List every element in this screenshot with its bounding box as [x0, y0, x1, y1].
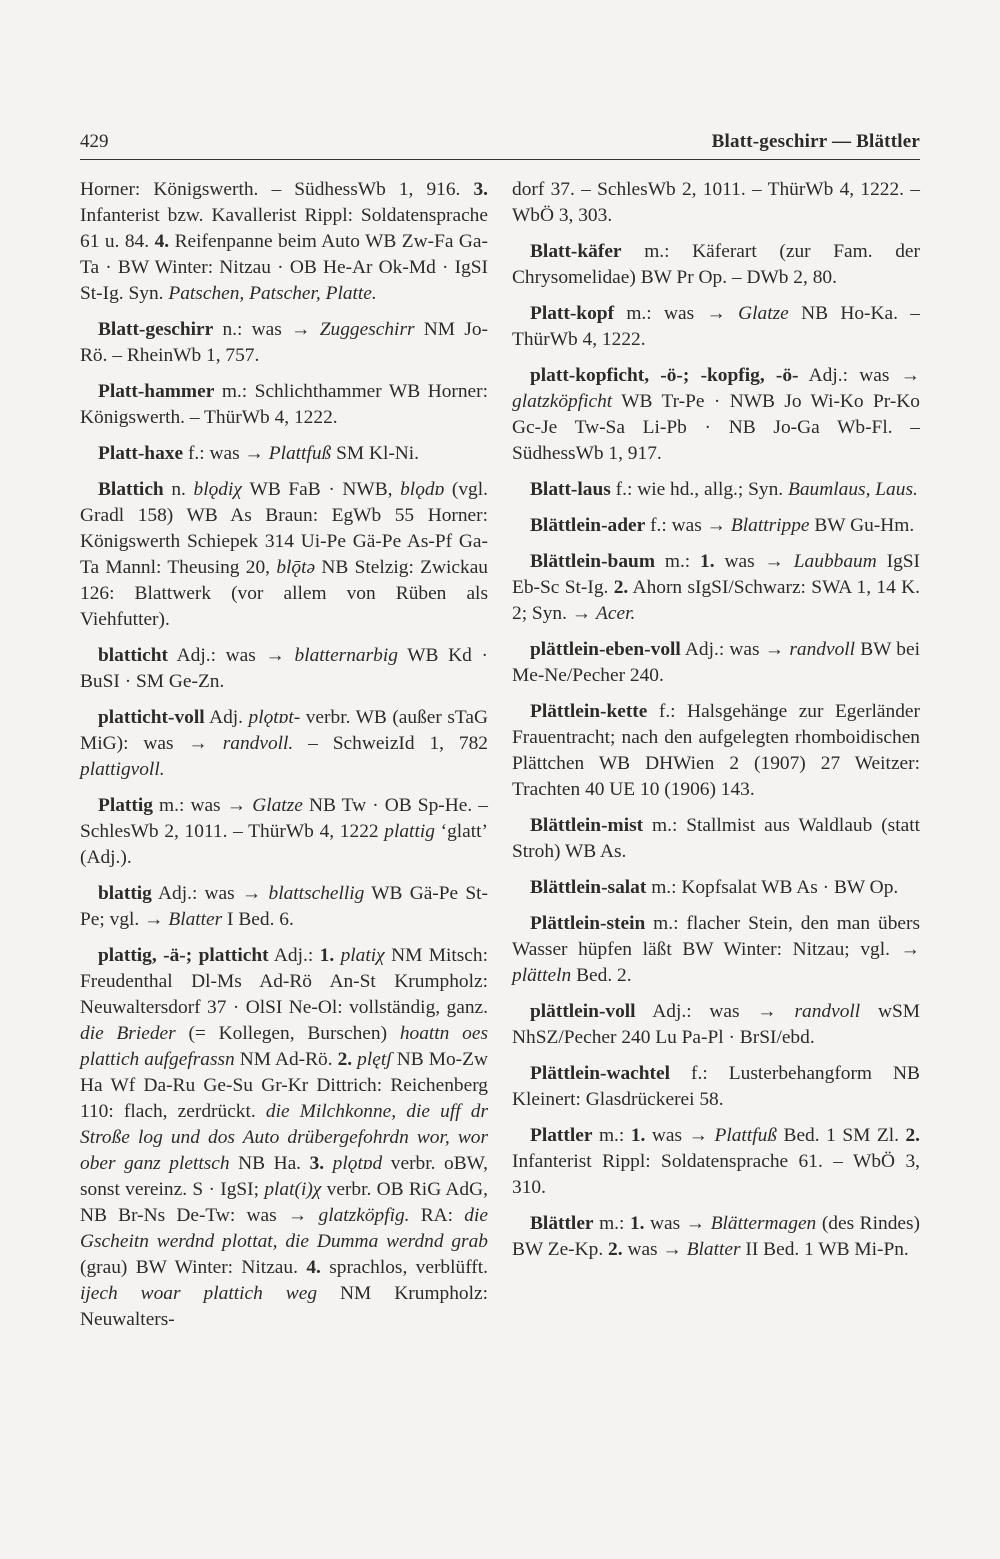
entry-text: Horner: Königswerth. – SüdhessWb 1, 916. — [80, 179, 474, 200]
italic-text: plętʃ — [357, 1049, 392, 1070]
entry-text: was → — [714, 551, 794, 572]
entry-text: m.: — [593, 1213, 630, 1234]
entry-text: m.: was → — [614, 303, 739, 324]
entry-text: Adj.: was → — [798, 365, 920, 386]
entry-text: (des Rindes) BW Ze-Kp. — [512, 1213, 920, 1260]
italic-text: Plattfuß — [268, 443, 332, 464]
dictionary-entry — [512, 301, 920, 353]
italic-text: plätteln — [512, 965, 572, 986]
italic-text: plattigvoll. — [80, 759, 165, 780]
entry-text: Reifenpanne beim Auto WB Zw-Fa Ga-Ta · BW Winter: Nitzau · OB He-Ar Ok-Md · IgSI St-Ig. Syn. — [80, 231, 488, 304]
bold-text: blattig — [98, 883, 152, 904]
entry-text: NM Krumpholz: Neuwalters- — [80, 1283, 488, 1330]
entry-text: verbr. oBW, sonst vereinz. S · IgSI; — [80, 1153, 488, 1200]
entry-text: Infanterist Rippl: Soldatensprache 61. – WbÖ 3, 310. — [512, 1151, 920, 1198]
entry-text: Adj.: — [268, 945, 320, 966]
dictionary-entry — [512, 177, 920, 229]
entry-text: NM Jo-Rö. – RheinWb 1, 757. — [80, 319, 488, 366]
italic-text: ijech woar plattich weg — [80, 1283, 318, 1304]
entry-text: wSM NhSZ/Pecher 240 Lu Pa-Pl · BrSI/ebd. — [512, 1001, 920, 1048]
italic-text: die Brieder — [80, 1023, 176, 1044]
entry-text: Adj.: was → — [151, 883, 269, 904]
dictionary-entry — [512, 549, 920, 627]
bold-text: Blättlein-mist — [530, 815, 644, 836]
bold-text: 2. — [905, 1125, 921, 1146]
bold-text: blatticht — [98, 645, 169, 666]
running-title: Blatt-geschirr — Blättler — [711, 131, 920, 152]
entry-text: I Bed. 6. — [222, 909, 294, 930]
entry-text: f.: was → — [645, 515, 731, 536]
entry-text: Bed. 2. — [571, 965, 632, 986]
dictionary-entry — [512, 999, 920, 1051]
bold-text: Blättlein-ader — [530, 515, 646, 536]
entry-text: RA: — [409, 1205, 465, 1226]
entry-text: – SchweizId 1, 782 — [293, 733, 488, 754]
italic-text: blǫdiχ — [193, 479, 242, 500]
italic-text: plǫtɒd — [332, 1153, 383, 1174]
entry-text: m.: — [654, 551, 701, 572]
entry-text: Adj.: was → — [635, 1001, 795, 1022]
dictionary-entry — [512, 1061, 920, 1113]
entry-text: m.: was → — [152, 795, 253, 816]
entry-text: (vgl. Gradl 158) WB As Braun: EgWb 55 Horner: Königswerth Schiepek 314 Ui-Pe Gä-Pe As-Pf Ga-Ta Mannl: Theusing 20, — [80, 479, 488, 578]
italic-text: die Gscheitn werdnd plottat, die Dumma werdnd grab — [80, 1205, 488, 1252]
entry-text: n.: was → — [213, 319, 320, 340]
entry-text: WB Gä-Pe St-Pe; vgl. → — [80, 883, 488, 930]
bold-text: 1. — [319, 945, 335, 966]
italic-text: Acer. — [596, 603, 636, 624]
bold-text: 4. — [154, 231, 170, 252]
bold-text: 1. — [700, 551, 715, 572]
italic-text: randvoll — [794, 1001, 861, 1022]
italic-text: plat(i)χ — [264, 1179, 322, 1200]
entry-text: WB Kd · BuSI · SM Ge-Zn. — [80, 645, 488, 692]
dictionary-entry — [512, 363, 920, 467]
entry-text: sprachlos, verblüfft. — [320, 1257, 488, 1278]
dictionary-entry — [512, 1123, 920, 1201]
bold-text: Blattich — [98, 479, 164, 500]
entry-text: f.: Halsgehänge zur Egerländer Frauentracht; nach den aufgelegten rhomboidischen Plättchen WB DHWien 2 (1907) 27 Weitzer: Trachten 40 UE 10 (1906) 143. — [512, 701, 920, 800]
italic-text: Glatze — [252, 795, 303, 816]
bold-text: 2. — [613, 577, 629, 598]
dictionary-entry — [512, 477, 920, 503]
bold-text: 3. — [473, 179, 488, 200]
entry-text: f.: was → — [183, 443, 269, 464]
bold-text: Platt-hammer — [98, 381, 215, 402]
entry-text: n. — [163, 479, 194, 500]
bold-text: Blättler — [530, 1213, 594, 1234]
dictionary-entry — [512, 637, 920, 689]
italic-text: plattig — [384, 821, 435, 842]
dictionary-entry — [80, 379, 488, 431]
entry-text: BW Gu-Hm. — [809, 515, 915, 536]
entry-text: SM Kl-Ni. — [331, 443, 420, 464]
bold-text: plattig, -ä-; platticht — [98, 945, 269, 966]
page-number: 429 — [80, 131, 109, 152]
dictionary-entry — [80, 477, 488, 633]
entry-text: IgSI Eb-Sc St-Ig. — [512, 551, 920, 598]
entry-text: was → — [644, 1213, 711, 1234]
italic-text: Blattrippe — [730, 515, 810, 536]
italic-text: randvoll. — [222, 733, 294, 754]
bold-text: 1. — [630, 1125, 646, 1146]
italic-text: hoattn oes plattich aufgefrassn — [80, 1023, 488, 1070]
entry-text: WB Tr-Pe · NWB Jo Wi-Ko Pr-Ko Gc-Je Tw-Sa Li-Pb · NB Jo-Ga Wb-Fl. – SüdhessWb 1, 917. — [512, 391, 920, 464]
italic-text: blatternarbig — [294, 645, 398, 666]
right-column — [512, 177, 920, 1273]
bold-text: Plattig — [98, 795, 153, 816]
entry-text: m.: — [592, 1125, 631, 1146]
entry-text: Adj. — [204, 707, 249, 728]
entry-text: Adj.: was → — [168, 645, 295, 666]
bold-text: Blättlein-salat — [530, 877, 647, 898]
bold-text: Plättlein-stein — [530, 913, 646, 934]
entry-text: verbr. WB (außer sTaG MiG): was → — [80, 707, 488, 754]
bold-text: Platt-haxe — [98, 443, 184, 464]
bold-text: 3. — [309, 1153, 325, 1174]
italic-text: plǫtɒt- — [248, 707, 301, 728]
dictionary-entry — [80, 177, 488, 307]
entry-text: verbr. OB RiG AdG, NB Br-Ns De-Tw: was → — [80, 1179, 488, 1226]
dictionary-entry — [512, 239, 920, 291]
italic-text: die Milchkonne, die uff dr Stroße log und dos Auto drübergefohrdn wor, wor ober ganz plettsch — [80, 1101, 488, 1174]
dictionary-entry — [512, 699, 920, 803]
entry-text: Infanterist bzw. Kavallerist Rippl: Soldatensprache 61 u. 84. — [80, 205, 488, 252]
italic-text: Blatter — [168, 909, 223, 930]
entry-text: NB Tw · OB Sp-He. – SchlesWb 2, 1011. – ThürWb 4, 1222 — [80, 795, 488, 842]
entry-text: ‘glatt’ (Adj.). — [80, 821, 488, 868]
entry-text: NM Ad-Rö. — [234, 1049, 338, 1070]
entry-text: was → — [645, 1125, 715, 1146]
entry-text: NB Stelzig: Zwickau 126: Blattwerk (vor allem von Rüben als Viehfutter). — [80, 557, 488, 630]
italic-text: Blatter — [686, 1239, 741, 1260]
entry-text: m.: Käferart (zur Fam. der Chrysomelidae) BW Pr Op. – DWb 2, 80. — [512, 241, 920, 288]
page-header — [80, 129, 920, 160]
dictionary-entry — [512, 911, 920, 989]
bold-text: platt-kopficht, -ö-; -kopfig, -ö- — [530, 365, 799, 386]
entry-text: f.: Lusterbehangform NB Kleinert: Glasdrückerei 58. — [512, 1063, 920, 1110]
entry-text: WB FaB · NWB, — [241, 479, 401, 500]
italic-text: Patschen, Patscher, Platte. — [168, 283, 377, 304]
entry-text: BW bei Me-Ne/Pecher 240. — [512, 639, 920, 686]
entry-text: m.: Stallmist aus Waldlaub (statt Stroh) WB As. — [512, 815, 920, 862]
bold-text: plättlein-voll — [530, 1001, 636, 1022]
italic-text: blǫdɒ — [400, 479, 445, 500]
entry-text: was → — [622, 1239, 687, 1260]
bold-text: Blatt-käfer — [530, 241, 622, 262]
dictionary-entry — [80, 643, 488, 695]
bold-text: Platt-kopf — [530, 303, 615, 324]
italic-text: Blättermagen — [710, 1213, 817, 1234]
entry-text: Adj.: was → — [680, 639, 790, 660]
entry-text: NB Ha. — [229, 1153, 310, 1174]
bold-text: plättlein-eben-voll — [530, 639, 681, 660]
italic-text: platiχ — [340, 945, 385, 966]
entry-text: m.: Schlichthammer WB Horner: Königswerth. – ThürWb 4, 1222. — [80, 381, 488, 428]
dictionary-entry — [512, 513, 920, 539]
dictionary-entry — [512, 875, 920, 901]
bold-text: platticht-voll — [98, 707, 205, 728]
entry-text: NB Mo-Zw Ha Wf Da-Ru Ge-Su Gr-Kr Dittrich: Reichenberg 110: flach, zerdrückt. — [80, 1049, 488, 1122]
dictionary-entry — [80, 705, 488, 783]
italic-text: Baumlaus, Laus. — [788, 479, 918, 500]
bold-text: Plättlein-wachtel — [530, 1063, 671, 1084]
entry-text: Ahorn sIgSI/Schwarz: SWA 1, 14 K. 2; Syn. → — [512, 577, 920, 624]
bold-text: Plattler — [530, 1125, 593, 1146]
italic-text: Glatze — [738, 303, 789, 324]
entry-text: (= Kollegen, Burschen) — [175, 1023, 400, 1044]
dictionary-entry — [512, 1211, 920, 1263]
entry-text: (grau) BW Winter: Nitzau. — [80, 1257, 307, 1278]
entry-text: dorf 37. – SchlesWb 2, 1011. – ThürWb 4, 1222. – WbÖ 3, 303. — [512, 179, 920, 226]
bold-text: 4. — [306, 1257, 321, 1278]
bold-text: Plättlein-kette — [530, 701, 648, 722]
bold-text: 1. — [629, 1213, 645, 1234]
dictionary-entry — [80, 317, 488, 369]
italic-text: Plattfuß — [714, 1125, 777, 1146]
bold-text: Blättlein-baum — [530, 551, 655, 572]
dictionary-entry — [80, 943, 488, 1333]
left-column — [80, 177, 488, 1343]
entry-text — [324, 1153, 333, 1174]
entry-text: f.: wie hd., allg.; Syn. — [610, 479, 789, 500]
dictionary-entry — [80, 793, 488, 871]
italic-text: Zuggeschirr — [319, 319, 415, 340]
entry-text: m.: Kopfsalat WB As · BW Op. — [646, 877, 899, 898]
bold-text: 2. — [608, 1239, 623, 1260]
italic-text: blǭtə — [276, 557, 316, 578]
bold-text: Blatt-laus — [530, 479, 611, 500]
dictionary-entry — [80, 441, 488, 467]
entry-text: Bed. 1 SM Zl. — [776, 1125, 906, 1146]
bold-text: 2. — [337, 1049, 353, 1070]
italic-text: Laubbaum — [793, 551, 877, 572]
entry-text: NM Mitsch: Freudenthal Dl-Ms Ad-Rö An-St Krumpholz: Neuwaltersdorf 37 · OlSI Ne-Ol: vollständig, ganz. — [80, 945, 488, 1018]
dictionary-entry — [80, 881, 488, 933]
italic-text: glatzköpficht — [512, 391, 613, 412]
entry-text: NB Ho-Ka. – ThürWb 4, 1222. — [512, 303, 920, 350]
italic-text: randvoll — [789, 639, 856, 660]
entry-text: II Bed. 1 WB Mi-Pn. — [740, 1239, 909, 1260]
italic-text: blattschellig — [268, 883, 365, 904]
dictionary-entry — [512, 813, 920, 865]
entry-text: m.: flacher Stein, den man übers Wasser hüpfen läßt BW Winter: Nitzau; vgl. → — [512, 913, 920, 960]
bold-text: Blatt-geschirr — [98, 319, 214, 340]
italic-text: glatzköpfig. — [318, 1205, 410, 1226]
